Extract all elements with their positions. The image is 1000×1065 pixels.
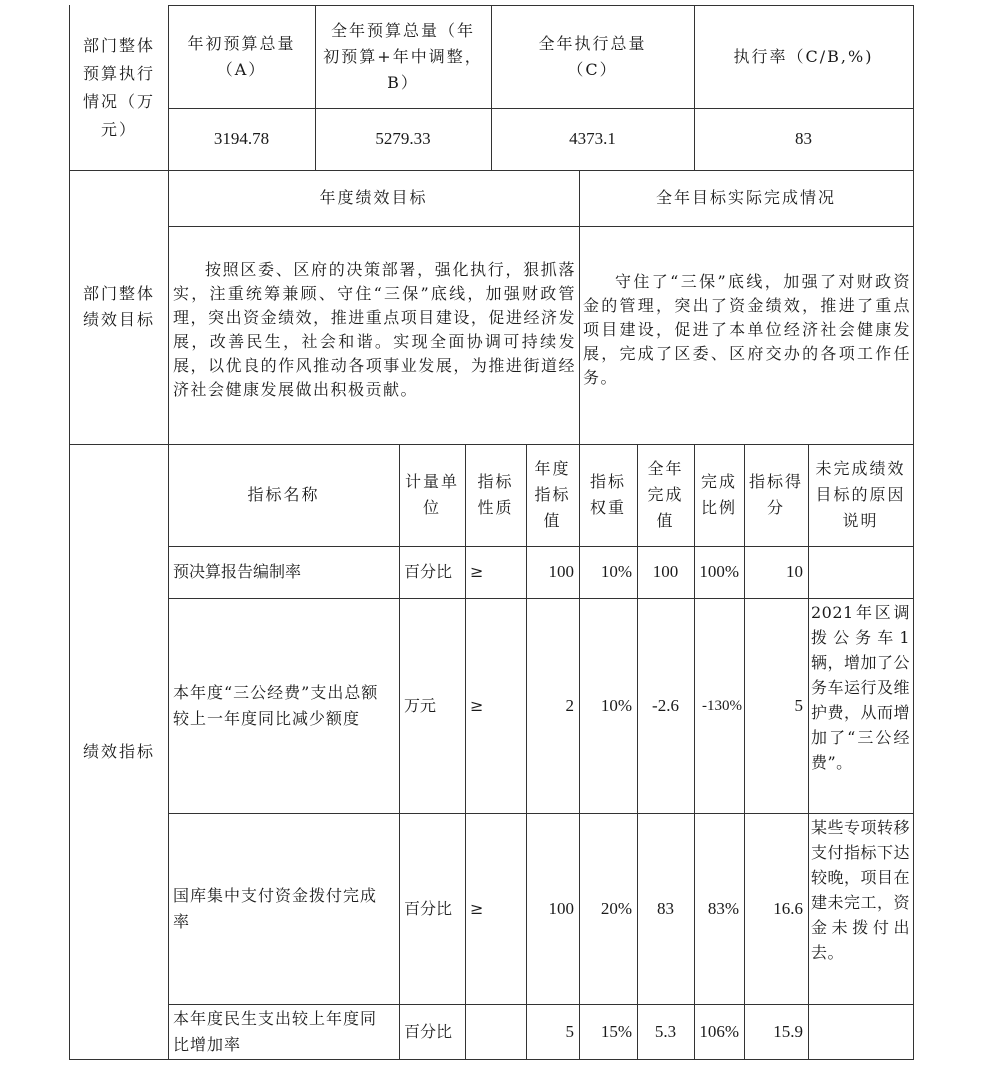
header-ratio: 完成比例 — [700, 472, 737, 517]
indicator-name: 国库集中支付资金拨付完成率 — [173, 885, 378, 931]
header-nature: 指标性质 — [477, 472, 514, 517]
indicator-score: 15.9 — [773, 1022, 803, 1041]
indicator-ratio: 106% — [699, 1022, 739, 1041]
indicator-reason — [810, 1006, 911, 1058]
indicator-score: 10 — [786, 562, 803, 581]
indicator-weight: 20% — [600, 898, 632, 918]
indicator-target: 100 — [548, 562, 574, 581]
indicator-nature — [467, 1006, 524, 1058]
value-initial-budget: 3194.78 — [213, 129, 270, 148]
indicator-score: 16.6 — [773, 898, 803, 918]
header-weight: 指标权重 — [589, 472, 626, 517]
budget-row-label: 部门整体预算执行情况（万元） — [82, 36, 155, 139]
goals-row-label: 部门整体绩效目标 — [82, 284, 155, 329]
indicator-reason: 2021年区调拨公务车1辆，增加了公务车运行及维护费，从而增加了“三公经费”。 — [811, 603, 911, 772]
header-actual-completion: 全年目标实际完成情况 — [655, 188, 836, 207]
indicator-actual: -2.6 — [652, 695, 679, 715]
indicator-name: 本年度“三公经费”支出总额较上一年度同比减少额度 — [173, 682, 379, 728]
indicator-reason: 某些专项转移支付指标下达较晚，项目在建未完工，资金未拨付出去。 — [811, 818, 911, 962]
indicator-target: 2 — [565, 695, 574, 715]
indicator-nature: ≥ — [470, 562, 484, 581]
indicator-ratio: -130% — [702, 697, 742, 714]
indicator-actual: 5.3 — [654, 1022, 677, 1041]
header-initial-budget: 年初预算总量（A） — [187, 34, 296, 79]
indicators-row-label: 绩效指标 — [82, 742, 155, 761]
actual-completion-text: 守住了“三保”底线，加强了对财政资金的管理，突出了资金绩效，推进了重点项目建设，促进了本单位经济社会健康发展，完成了区委、区府交办的各项工作任务。 — [583, 272, 911, 387]
header-target: 年度指标值 — [534, 459, 571, 530]
indicator-reason — [810, 548, 911, 596]
indicator-unit: 百分比 — [404, 1022, 453, 1041]
indicator-name: 预决算报告编制率 — [173, 562, 302, 581]
indicator-target: 100 — [548, 898, 574, 918]
indicator-name: 本年度民生支出较上年度同比增加率 — [173, 1009, 378, 1054]
header-actual: 全年完成值 — [647, 459, 684, 530]
indicator-weight: 15% — [600, 1022, 632, 1041]
indicator-score: 5 — [794, 695, 803, 715]
indicator-unit: 百分比 — [404, 562, 453, 581]
value-full-year-budget: 5279.33 — [375, 129, 431, 148]
indicator-nature: ≥ — [470, 695, 484, 715]
header-full-year-budget: 全年预算总量（年初预算+年中调整，B） — [323, 21, 483, 92]
header-reason: 未完成绩效目标的原因说明 — [815, 459, 906, 530]
header-score: 指标得分 — [749, 472, 804, 517]
header-execution-rate: 执行率（C/B,%) — [733, 47, 874, 66]
indicator-ratio: 83% — [707, 898, 739, 918]
header-executed-total: 全年执行总量（C） — [538, 34, 647, 79]
value-execution-rate: 83 — [795, 129, 812, 148]
indicator-nature: ≥ — [470, 898, 484, 918]
indicator-weight: 10% — [600, 562, 632, 581]
indicator-ratio: 100% — [699, 562, 739, 581]
indicator-target: 5 — [565, 1022, 574, 1041]
annual-goal-text: 按照区委、区府的决策部署，强化执行，狠抓落实，注重统筹兼顾、守住“三保”底线，加强财政管理，突出资金绩效，推进重点项目建设，促进经济发展，改善民生，社会和谐。实现全面协调可持续发展，以优良的作风推动各项事业发展，为推进街道经济社会健康发展做出积极贡献。 — [173, 260, 576, 399]
value-executed-total: 4373.1 — [569, 129, 616, 148]
indicator-unit: 万元 — [404, 695, 437, 715]
indicator-actual: 100 — [652, 562, 679, 581]
header-annual-goal: 年度绩效目标 — [319, 188, 428, 207]
header-unit: 计量单位 — [404, 472, 459, 517]
indicator-weight: 10% — [600, 695, 632, 715]
indicator-actual: 83 — [657, 898, 674, 918]
header-indicator-name: 指标名称 — [247, 485, 320, 504]
indicator-unit: 百分比 — [404, 898, 453, 918]
